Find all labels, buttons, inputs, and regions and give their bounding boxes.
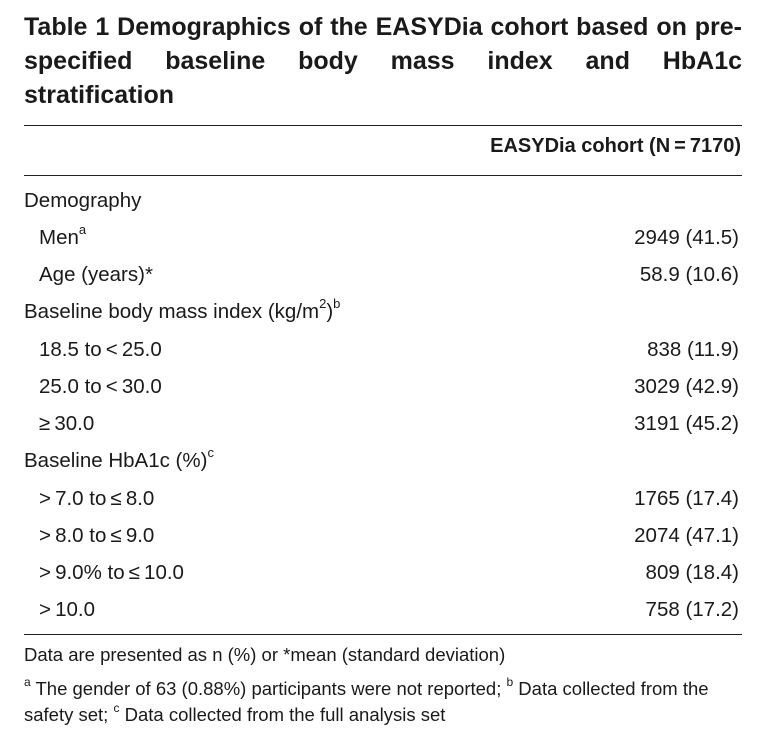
row-label: 25.0 to < 30.0 bbox=[39, 375, 162, 398]
row-label: Men$^a$ bbox=[39, 222, 87, 249]
table-title: Table 1 Demographics of the EASYDia cohort based on pre-specified baseline body mass index and HbA1c stratification bbox=[24, 13, 742, 109]
table-row-hba1c-3 bbox=[24, 556, 742, 590]
table-row-hba1c-1 bbox=[24, 482, 742, 516]
column-header: EASYDia cohort (N = 7170) bbox=[490, 135, 741, 157]
footnote-superscripts: $^a$ The gender of 63 (0.88%) participants were not reported; $^b$ Data collected from the safety set; $^c$ Data collected from the full analysis set bbox=[24, 674, 709, 725]
row-value: 838 (11.9) bbox=[647, 338, 739, 361]
table-row-bmi-header bbox=[24, 295, 742, 329]
row-label: ≥ 30.0 bbox=[39, 412, 95, 435]
top-rule bbox=[24, 125, 742, 126]
row-label: > 8.0 to ≤ 9.0 bbox=[39, 524, 155, 547]
row-label: Age (years)* bbox=[39, 263, 153, 286]
footnote-mark: a bbox=[78, 222, 87, 238]
table-row-demography bbox=[24, 184, 742, 218]
footnote-mark-a: a bbox=[24, 674, 31, 689]
row-value: 3191 (45.2) bbox=[634, 412, 739, 435]
footnote-mark-c: c bbox=[113, 700, 120, 715]
row-label: > 7.0 to ≤ 8.0 bbox=[39, 487, 155, 510]
row-label: Baseline HbA1c (%)$^c$ bbox=[24, 445, 214, 472]
table-row-hba1c-4 bbox=[24, 593, 742, 627]
table-row-men bbox=[24, 221, 742, 255]
footnote-data-presentation: Data are presented as n (%) or *mean (standard deviation) bbox=[24, 644, 506, 665]
table-row-age bbox=[24, 258, 742, 292]
table-row-hba1c-header bbox=[24, 444, 742, 478]
row-value: 809 (18.4) bbox=[645, 561, 739, 584]
table-row-bmi-1 bbox=[24, 333, 742, 367]
footnote-mark: b bbox=[333, 296, 341, 312]
row-label: Demography bbox=[24, 189, 142, 212]
footnote-mark: c bbox=[207, 445, 214, 461]
bottom-rule bbox=[24, 634, 742, 635]
row-value: 58.9 (10.6) bbox=[639, 263, 739, 286]
header-rule bbox=[24, 175, 742, 176]
footnote-mark-b: b bbox=[506, 674, 514, 689]
row-label: > 10.0 bbox=[39, 598, 95, 621]
row-label: > 9.0% to ≤ 10.0 bbox=[39, 561, 184, 584]
row-value: 2074 (47.1) bbox=[634, 524, 739, 547]
row-label: Baseline body mass index $(kg/m^2)^b$ bbox=[24, 296, 341, 323]
row-value: 758 (17.2) bbox=[645, 598, 739, 621]
row-value: 2949 (41.5) bbox=[634, 226, 739, 249]
row-label: 18.5 to < 25.0 bbox=[39, 338, 162, 361]
table-row-hba1c-2 bbox=[24, 519, 742, 553]
row-value: 1765 (17.4) bbox=[634, 487, 739, 510]
table-row-bmi-2 bbox=[24, 370, 742, 404]
row-value: 3029 (42.9) bbox=[634, 375, 739, 398]
table-row-bmi-3 bbox=[24, 407, 742, 441]
